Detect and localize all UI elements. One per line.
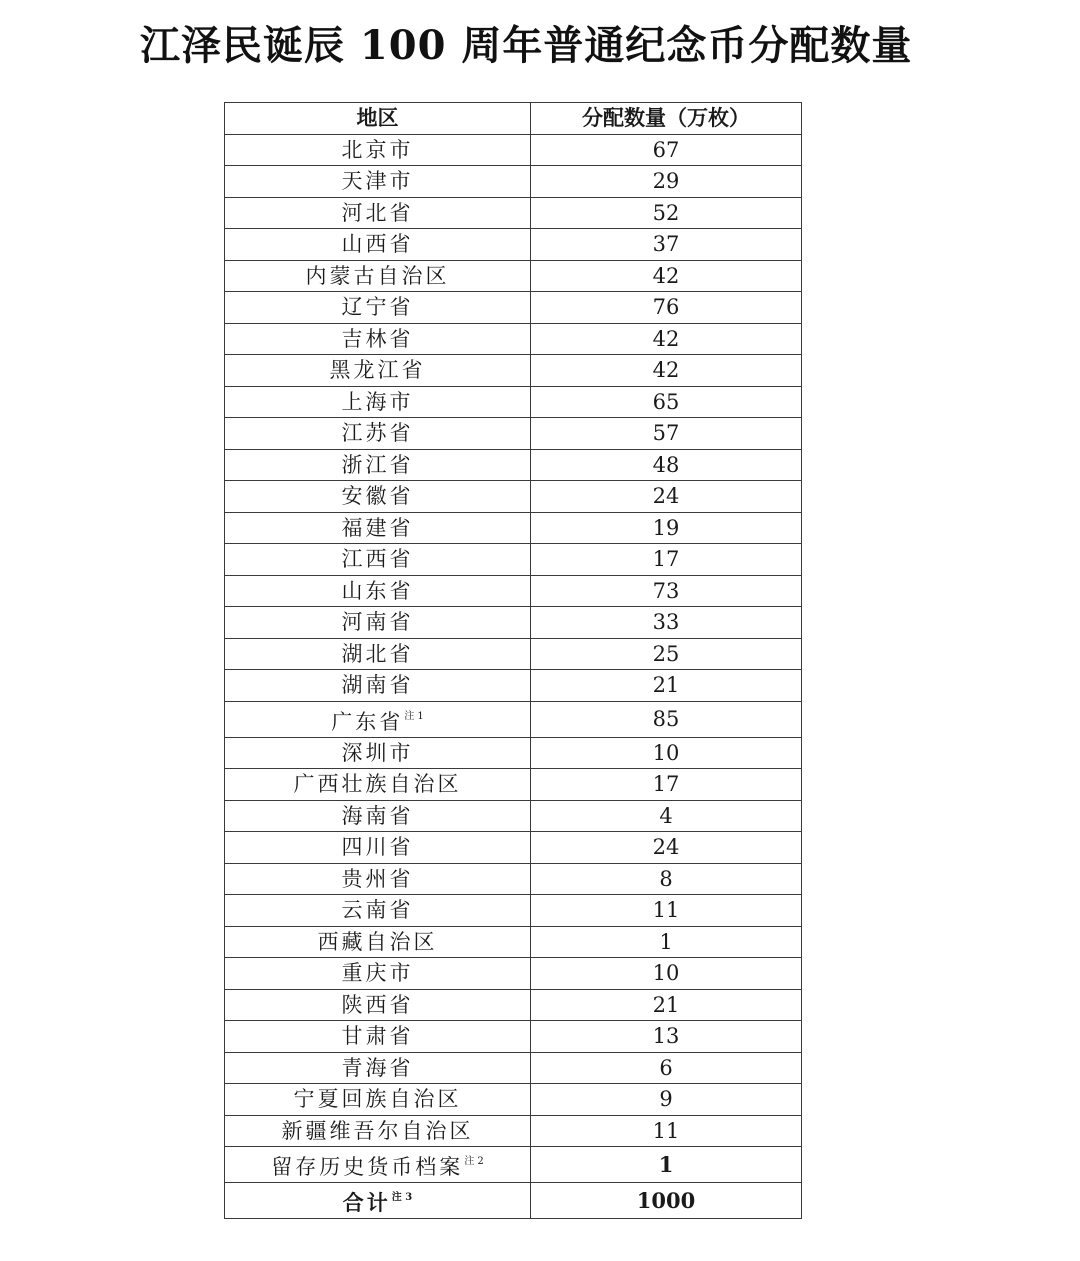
table-row bbox=[225, 134, 802, 166]
table-row bbox=[225, 260, 802, 292]
table-row bbox=[225, 575, 802, 607]
region-cell bbox=[225, 769, 531, 801]
table-row bbox=[225, 292, 802, 324]
quantity-cell: 48 bbox=[531, 449, 802, 481]
region-name: 湖北省 bbox=[341, 641, 414, 666]
quantity-cell: 8 bbox=[531, 863, 802, 895]
region-cell bbox=[225, 638, 531, 670]
region-name: 云南省 bbox=[341, 898, 414, 923]
region-name: 甘肃省 bbox=[341, 1024, 414, 1049]
region-cell bbox=[225, 1021, 531, 1053]
quantity-cell: 4 bbox=[531, 800, 802, 832]
region-cell bbox=[225, 166, 531, 198]
table-row bbox=[225, 166, 802, 198]
table-row bbox=[225, 670, 802, 702]
region-cell bbox=[225, 863, 531, 895]
region-name: 湖南省 bbox=[341, 673, 414, 698]
region-cell bbox=[225, 895, 531, 927]
region-name: 江西省 bbox=[341, 547, 414, 572]
table-row bbox=[225, 355, 802, 387]
quantity-cell: 67 bbox=[531, 134, 802, 166]
table-row bbox=[225, 832, 802, 864]
quantity-cell: 11 bbox=[531, 1115, 802, 1147]
region-name: 四川省 bbox=[341, 835, 414, 860]
quantity-cell: 33 bbox=[531, 607, 802, 639]
quantity-cell: 24 bbox=[531, 481, 802, 513]
table-row bbox=[225, 800, 802, 832]
table-row bbox=[225, 481, 802, 513]
region-cell bbox=[225, 958, 531, 990]
region-cell bbox=[225, 544, 531, 576]
region-cell bbox=[225, 418, 531, 450]
region-cell bbox=[225, 1052, 531, 1084]
quantity-cell: 42 bbox=[531, 260, 802, 292]
region-cell bbox=[225, 386, 531, 418]
table-row bbox=[225, 1115, 802, 1147]
region-cell bbox=[225, 197, 531, 229]
region-name: 山东省 bbox=[341, 578, 414, 603]
table-row bbox=[225, 895, 802, 927]
table-row bbox=[225, 386, 802, 418]
table-row bbox=[225, 701, 802, 737]
quantity-cell: 42 bbox=[531, 323, 802, 355]
quantity-cell: 25 bbox=[531, 638, 802, 670]
quantity-cell: 13 bbox=[531, 1021, 802, 1053]
region-name: 浙江省 bbox=[341, 452, 414, 477]
quantity-cell: 21 bbox=[531, 670, 802, 702]
region-name: 福建省 bbox=[341, 515, 414, 540]
quantity-cell: 6 bbox=[531, 1052, 802, 1084]
quantity-cell: 17 bbox=[531, 769, 802, 801]
total-label: 合计 bbox=[342, 1190, 391, 1215]
table-row bbox=[225, 607, 802, 639]
region-name: 天津市 bbox=[341, 169, 414, 194]
quantity-cell: 85 bbox=[531, 701, 802, 737]
region-name: 西藏自治区 bbox=[317, 929, 438, 954]
region-name: 陕西省 bbox=[341, 992, 414, 1017]
region-cell bbox=[225, 260, 531, 292]
table-row bbox=[225, 418, 802, 450]
region-cell bbox=[225, 1084, 531, 1116]
region-cell bbox=[225, 989, 531, 1021]
table-row bbox=[225, 197, 802, 229]
quantity-cell: 73 bbox=[531, 575, 802, 607]
region-footnote: 注 1 bbox=[404, 710, 424, 722]
region-name: 广东省 bbox=[331, 709, 404, 734]
table-row bbox=[225, 737, 802, 769]
quantity-cell: 1 bbox=[531, 926, 802, 958]
region-name: 上海市 bbox=[341, 389, 414, 414]
quantity-cell: 29 bbox=[531, 166, 802, 198]
quantity-cell: 17 bbox=[531, 544, 802, 576]
region-name: 河北省 bbox=[341, 200, 414, 225]
region-cell bbox=[225, 512, 531, 544]
region-name: 吉林省 bbox=[341, 326, 414, 351]
quantity-cell: 24 bbox=[531, 832, 802, 864]
header-quantity: 分配数量（万枚） bbox=[531, 103, 802, 135]
table-row bbox=[225, 1147, 802, 1183]
region-cell bbox=[225, 800, 531, 832]
table-row bbox=[225, 926, 802, 958]
table-row bbox=[225, 229, 802, 261]
region-name: 留存历史货币档案 bbox=[271, 1155, 464, 1179]
region-cell bbox=[225, 670, 531, 702]
table-row bbox=[225, 323, 802, 355]
quantity-cell: 76 bbox=[531, 292, 802, 324]
table-row bbox=[225, 544, 802, 576]
region-name: 广西壮族自治区 bbox=[293, 772, 462, 797]
region-cell bbox=[225, 292, 531, 324]
region-name: 河南省 bbox=[341, 610, 414, 635]
table-row bbox=[225, 1052, 802, 1084]
table-total-row bbox=[225, 1183, 802, 1219]
table-row bbox=[225, 1084, 802, 1116]
table-row bbox=[225, 769, 802, 801]
region-cell bbox=[225, 737, 531, 769]
header-region: 地区 bbox=[225, 103, 531, 135]
region-name: 安徽省 bbox=[341, 484, 414, 509]
region-name: 深圳市 bbox=[341, 740, 414, 765]
quantity-cell: 37 bbox=[531, 229, 802, 261]
total-label-cell bbox=[225, 1183, 531, 1219]
quantity-cell: 52 bbox=[531, 197, 802, 229]
region-name: 山西省 bbox=[341, 232, 414, 257]
region-name: 江苏省 bbox=[341, 421, 414, 446]
table-row bbox=[225, 1021, 802, 1053]
region-name: 宁夏回族自治区 bbox=[293, 1087, 462, 1112]
region-name: 贵州省 bbox=[341, 866, 414, 891]
quantity-cell: 21 bbox=[531, 989, 802, 1021]
region-name: 新疆维吾尔自治区 bbox=[281, 1118, 474, 1143]
region-name: 内蒙古自治区 bbox=[305, 263, 450, 288]
quantity-cell: 11 bbox=[531, 895, 802, 927]
region-cell bbox=[225, 607, 531, 639]
region-name: 重庆市 bbox=[341, 961, 414, 986]
quantity-cell: 1 bbox=[531, 1147, 802, 1183]
region-cell bbox=[225, 926, 531, 958]
region-cell bbox=[225, 701, 531, 737]
region-cell bbox=[225, 355, 531, 387]
table-row bbox=[225, 863, 802, 895]
document-title: 江泽民诞辰 100 周年普通纪念币分配数量 bbox=[140, 22, 913, 69]
region-cell bbox=[225, 229, 531, 261]
allocation-table bbox=[224, 102, 802, 1219]
table-row bbox=[225, 512, 802, 544]
region-name: 青海省 bbox=[341, 1055, 414, 1080]
quantity-cell: 10 bbox=[531, 958, 802, 990]
region-cell bbox=[225, 832, 531, 864]
region-cell bbox=[225, 481, 531, 513]
table-body bbox=[225, 134, 802, 1183]
region-cell bbox=[225, 449, 531, 481]
region-name: 黑龙江省 bbox=[329, 358, 426, 383]
quantity-cell: 65 bbox=[531, 386, 802, 418]
quantity-cell: 10 bbox=[531, 737, 802, 769]
region-cell bbox=[225, 134, 531, 166]
region-name: 北京市 bbox=[341, 137, 414, 162]
quantity-cell: 9 bbox=[531, 1084, 802, 1116]
table-row bbox=[225, 989, 802, 1021]
region-cell bbox=[225, 1115, 531, 1147]
region-cell bbox=[225, 575, 531, 607]
region-name: 海南省 bbox=[341, 803, 414, 828]
quantity-cell: 19 bbox=[531, 512, 802, 544]
table-header-row bbox=[225, 103, 802, 135]
quantity-cell: 42 bbox=[531, 355, 802, 387]
region-name: 辽宁省 bbox=[341, 295, 414, 320]
region-cell bbox=[225, 323, 531, 355]
total-quantity: 1000 bbox=[531, 1183, 802, 1219]
region-cell bbox=[225, 1147, 531, 1183]
quantity-cell: 57 bbox=[531, 418, 802, 450]
table-row bbox=[225, 638, 802, 670]
table-row bbox=[225, 958, 802, 990]
total-note: 注 3 bbox=[391, 1192, 413, 1203]
region-footnote: 注 2 bbox=[464, 1156, 484, 1167]
table-row bbox=[225, 449, 802, 481]
